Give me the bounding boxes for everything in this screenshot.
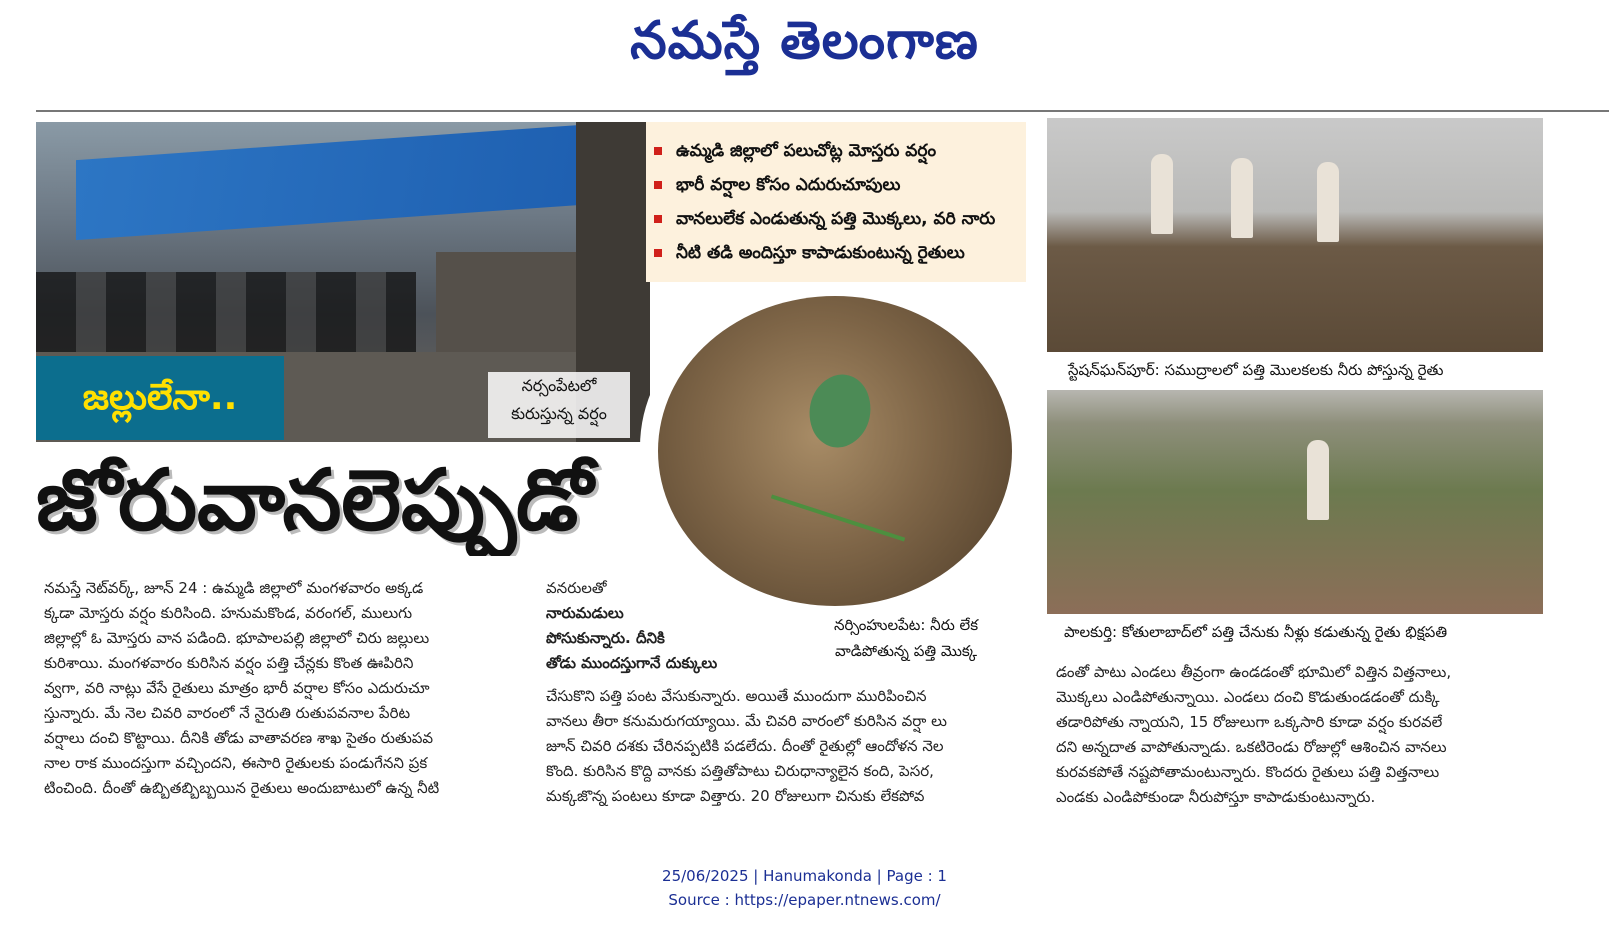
article-line: మక్కజొన్న పంటలు కూడా విత్తారు. 20 రోజులుగా చినుకు లేకపోవ bbox=[546, 787, 925, 805]
cotton-caption-line2: వాడిపోతున్న పత్తి మొక్క bbox=[834, 642, 977, 660]
article-line: డంతో పాటు ఎండలు తీవ్రంగా ఉండడంతో భూమిలో విత్తిన విత్తనాలు, bbox=[1056, 663, 1452, 681]
grass-blade bbox=[771, 494, 905, 541]
highlight-item bbox=[654, 168, 1026, 202]
bullet-icon bbox=[654, 215, 662, 223]
footer-source-link[interactable]: Source : https://epaper.ntnews.com/ bbox=[668, 891, 941, 909]
article-line: వానలు తీరా కనుమరుగయ్యాయి. మే చివరి వారంలో కురిసిన వర్షా లు bbox=[546, 712, 947, 730]
article-line: జూన్ చివరి దశకు చేరినప్పటికి పడలేదు. దీంతో రైతుల్లో ఆందోళన నెల bbox=[546, 737, 944, 755]
article-line: చేసుకొని పత్తి పంట వేసుకున్నారు. అయితే ముందుగా మురిపించిన bbox=[546, 687, 927, 705]
parked-motorcycles bbox=[36, 272, 416, 352]
farmer-irrigating-photo bbox=[1047, 390, 1543, 614]
photo-tag: జల్లులేనా.. bbox=[36, 356, 284, 440]
dry-soil bbox=[658, 296, 1012, 606]
article-line: జిల్లాల్లో ఓ మోస్తరు వాన పడింది. భూపాలపల్లి జిల్లాలో చిరు జల్లులు bbox=[44, 629, 430, 647]
food-stall bbox=[436, 252, 576, 362]
article-column-1 bbox=[44, 576, 544, 801]
article-line: దని అన్నదాత వాపోతున్నాడు. ఒకటిరెండు రోజుల్లో ఆశించిన వానలు bbox=[1056, 738, 1447, 756]
article-line: పోసుకున్నారు. దీనికి bbox=[546, 629, 665, 647]
article-column-2 bbox=[546, 684, 1026, 809]
article-line: నమస్తే నెట్‌వర్క్, జూన్ 24 : ఉమ్మడి జిల్లాలో మంగళవారం అక్కడ bbox=[44, 579, 424, 597]
article-line: స్తున్నారు. మే నెల చివరి వారంలో నే నైరుతి రుతుపవనాల పేరిట bbox=[44, 704, 411, 722]
farmers-watering-photo bbox=[1047, 118, 1543, 352]
article-line: టించింది. దీంతో ఉబ్బితబ్బిబ్బయిన రైతులు అందుబాటులో ఉన్న నీటి bbox=[44, 779, 440, 797]
farmer-figure bbox=[1317, 162, 1339, 242]
farm-photo-caption-bottom: పాలకుర్తి: కోతులాబాద్‌లో పత్తి చేనుకు నీళ్లు కడుతున్న రైతు భిక్షపతి bbox=[1064, 623, 1448, 641]
highlight-item bbox=[654, 236, 1026, 270]
masthead-logo: నమస్తే తెలంగాణ bbox=[630, 11, 979, 71]
article-line: మొక్కలు ఎండిపోతున్నాయి. ఎండలు దంచి కొడుతుండడంతో దుక్కి bbox=[1056, 688, 1440, 706]
rain-caption-line2: కురుస్తున్న వర్షం bbox=[511, 404, 607, 423]
highlight-item bbox=[654, 202, 1026, 236]
farmer-figure bbox=[1151, 154, 1173, 234]
article-line: తోడు ముందస్తుగానే దుక్కులు bbox=[546, 654, 718, 672]
highlight-text: ఉమ్మడి జిల్లాలో పలుచోట్ల మోస్తరు వర్షం bbox=[676, 141, 937, 161]
article-line: క్కడా మోస్తరు వర్షం కురిసింది. హనుమకొండ, వరంగల్, ములుగు bbox=[44, 604, 413, 622]
article-line: కురిశాయి. మంగళవారం కురిసిన వర్షం పత్తి చేన్లకు కొంత ఊపిరిని bbox=[44, 654, 414, 672]
cotton-caption-line1: నర్సింహులపేట: నీరు లేక bbox=[833, 616, 979, 634]
farmer-figure bbox=[1307, 440, 1329, 520]
bullet-icon bbox=[654, 249, 662, 257]
headline: జోరువానలెప్పుడో bbox=[36, 451, 594, 549]
masthead-divider bbox=[36, 110, 1609, 112]
article-line: ఎండకు ఎండిపోకుండా నీరుపోస్తూ కాపాడుకుంటున్నారు. bbox=[1056, 788, 1376, 806]
farm-photo-caption-top: స్టేషన్‌ఘన్‌పూర్: సముద్రాలలో పత్తి మొలకలకు నీరు పోస్తున్న రైతు bbox=[1068, 361, 1444, 379]
article-line: నారుమడులు bbox=[546, 604, 624, 622]
rain-photo-caption bbox=[488, 372, 630, 438]
article-line: వనరులతో bbox=[546, 579, 607, 597]
highlight-text: వానలులేక ఎండుతున్న పత్తి మొక్కలు, వరి నారు bbox=[676, 209, 996, 229]
highlight-text: నీటి తడి అందిస్తూ కాపాడుకుంటున్న రైతులు bbox=[676, 243, 965, 263]
farmer-figure bbox=[1231, 158, 1253, 238]
rain-caption-line1: నర్సంపేటలో bbox=[521, 376, 597, 395]
article-column-3 bbox=[1056, 660, 1540, 810]
article-line: వ్వగా, వరి నాట్లు వేసే రైతులు మాత్రం భారీ వర్షాల కోసం ఎదురుచూ bbox=[44, 679, 430, 697]
bullet-icon bbox=[654, 181, 662, 189]
article-column-2-top bbox=[546, 576, 786, 676]
cotton-photo-caption bbox=[782, 612, 1030, 668]
highlight-item bbox=[654, 134, 1026, 168]
article-line: తడారిపోతు న్నాయని, 15 రోజులుగా ఒక్కసారి కూడా వర్షం కురవలే bbox=[1056, 713, 1443, 731]
bullet-icon bbox=[654, 147, 662, 155]
highlight-text: భారీ వర్షాల కోసం ఎదురుచూపులు bbox=[676, 175, 901, 195]
blue-awning bbox=[76, 124, 596, 240]
article-line: కురవకపోతే నష్టపోతామంటున్నారు. కొందరు రైతులు పత్తి విత్తనాలు bbox=[1056, 763, 1440, 781]
cotton-leaf bbox=[798, 367, 882, 455]
article-line: వర్షాలు దంచి కొట్టాయి. దీనికి తోడు వాతావరణ శాఖ సైతం రుతుపవ bbox=[44, 729, 434, 747]
footer-date-line: 25/06/2025 | Hanumakonda | Page : 1 bbox=[662, 867, 947, 885]
article-line: నాల రాక ముందస్తుగా వచ్చిందని, ఈసారి రైతులకు పండుగేనని ప్రక bbox=[44, 754, 428, 772]
article-line: కొంది. కురిసిన కొద్ది వానకు పత్తితోపాటు చిరుధాన్యాలైన కంది, పెసర, bbox=[546, 762, 934, 780]
highlights-box bbox=[646, 122, 1026, 282]
cotton-sprout-photo bbox=[640, 282, 1030, 612]
